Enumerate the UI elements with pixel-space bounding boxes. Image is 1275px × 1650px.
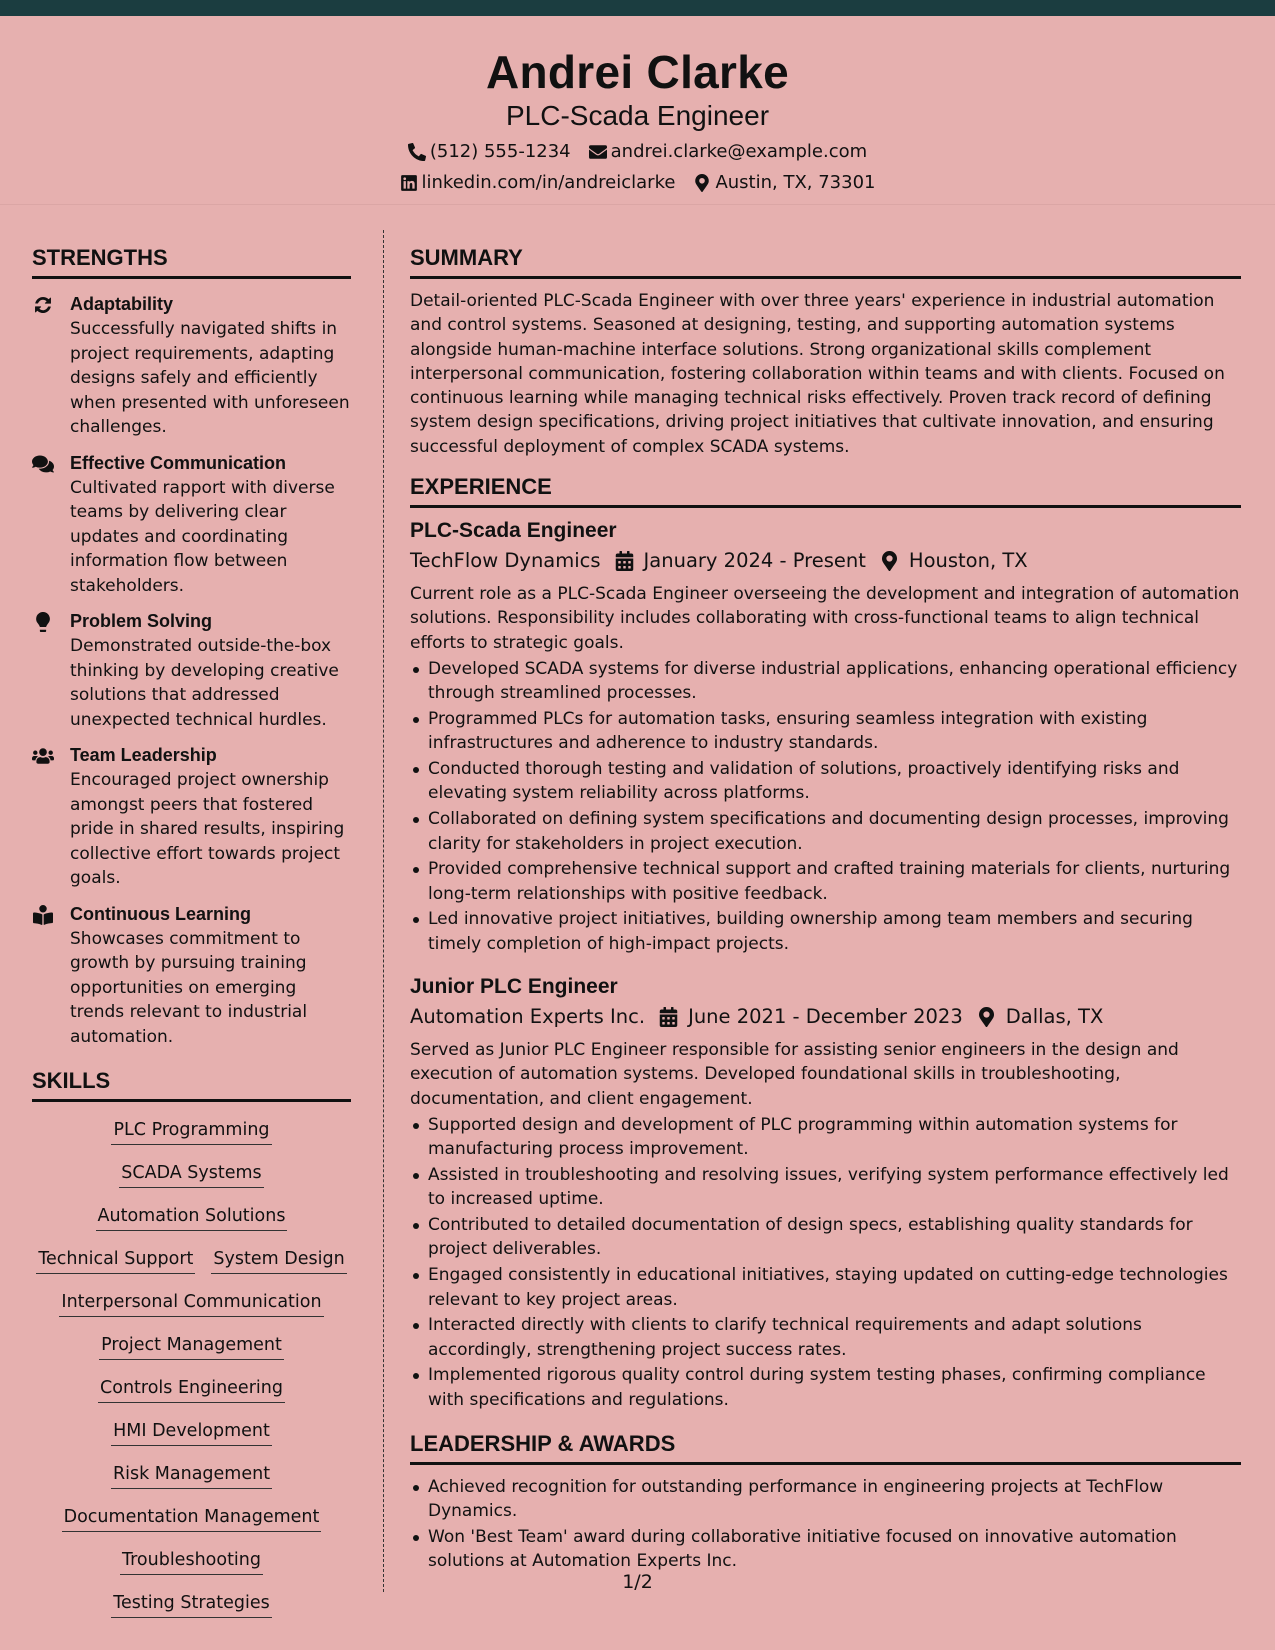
skills-section (32, 1067, 351, 1618)
contact-email[interactable] (589, 141, 868, 163)
skill-tag: Testing Strategies (111, 1591, 271, 1618)
job-title: Junior PLC Engineer (410, 975, 618, 999)
job-company: TechFlow Dynamics (410, 549, 601, 573)
strength-title: Team Leadership (70, 745, 217, 765)
skill-tag: PLC Programming (111, 1118, 271, 1145)
skill-tag: Automation Solutions (96, 1204, 288, 1231)
job-entry (410, 974, 1241, 1412)
strength-item (32, 610, 351, 732)
candidate-title: PLC-Scada Engineer (505, 100, 770, 131)
resume-header (0, 16, 1275, 204)
job-meta (410, 548, 1241, 574)
strength-description: Cultivated rapport with diverse teams by delivering clear updates and coordinating information flow between stakeholders. (70, 477, 335, 596)
strength-title: Effective Communication (70, 452, 287, 473)
right-column (410, 244, 1241, 1574)
skill-tag: Interpersonal Communication (59, 1290, 323, 1317)
job-company: Automation Experts Inc. (410, 1005, 646, 1029)
linkedin-icon (400, 174, 418, 192)
top-accent-bar (0, 0, 1275, 16)
job-bullets (410, 1113, 1241, 1412)
award-item: Won 'Best Team' award during collaborative initiative focused on innovative automation solutions at Automation Experts Inc. (410, 1525, 1241, 1574)
skill-tag: Project Management (99, 1333, 284, 1360)
strength-title: Adaptability (70, 294, 174, 314)
strength-description: Showcases commitment to growth by pursuing training opportunities on emerging trends relevant to industrial automation. (70, 928, 308, 1047)
linkedin-link[interactable]: linkedin.com/in/andreiclarke (421, 172, 676, 193)
email-link[interactable]: andrei.clarke@example.com (610, 141, 868, 162)
skill-tag: Risk Management (111, 1462, 272, 1489)
job-bullet: Implemented rigorous quality control during system testing phases, confirming compliance with specifications and regulations. (410, 1363, 1241, 1412)
contact-row-1 (0, 141, 1275, 163)
phone-icon (408, 143, 426, 161)
skill-tag: SCADA Systems (119, 1161, 263, 1188)
awards-list (410, 1475, 1241, 1574)
strengths-section (32, 244, 351, 1049)
job-meta (410, 1004, 1241, 1030)
page-number: 1/2 (622, 1571, 653, 1593)
summary-text: Detail-oriented PLC-Scada Engineer with over three years' experience in industrial automation and control systems. Seasoned at designing, testing, and supporting automation systems alongside human-machine interface solutions. Strong organizational skills complement interpersonal communication, fostering collaboration within teams and with clients. Focused on continuous learning while managing technical risks effectively. Proven track record of defining system design specifications, driving project initiatives that cultivate innovation, and ensuring successful deployment of complex SCADA systems. (410, 291, 1225, 457)
calendar-icon (659, 1007, 678, 1027)
map-marker-icon (880, 551, 899, 571)
users-icon (32, 746, 54, 766)
job-location: Dallas, TX (1005, 1005, 1104, 1029)
sync-icon (32, 295, 54, 315)
job-bullet: Developed SCADA systems for diverse industrial applications, enhancing operational efficiency through streamlined processes. (410, 657, 1241, 706)
contact-phone (408, 141, 571, 163)
skills-list (32, 1102, 351, 1618)
comments-icon (32, 454, 54, 474)
map-marker-icon (693, 174, 711, 192)
skill-tag: Troubleshooting (120, 1548, 263, 1575)
job-dates: June 2021 - December 2023 (688, 1005, 963, 1029)
candidate-name: Andrei Clarke (485, 46, 789, 98)
phone-text: (512) 555-1234 (429, 141, 571, 162)
left-column (32, 244, 351, 1618)
skill-tag: Technical Support (36, 1247, 195, 1274)
awards-heading: LEADERSHIP & AWARDS (410, 1430, 1241, 1465)
job-bullet: Provided comprehensive technical support and crafted training materials for clients, nurturing long-term relationships with positive feedback. (410, 857, 1241, 906)
job-dates: January 2024 - Present (643, 549, 866, 573)
skills-heading: SKILLS (32, 1067, 351, 1102)
job-bullet: Programmed PLCs for automation tasks, ensuring seamless integration with existing infrastructures and adherence to industry standards. (410, 707, 1241, 756)
awards-section (410, 1430, 1241, 1574)
experience-section (410, 473, 1241, 1412)
job-bullet: Collaborated on defining system specifications and documenting design processes, improving clarity for stakeholders in project execution. (410, 807, 1241, 856)
skill-tag: System Design (211, 1247, 346, 1274)
header-divider (0, 204, 1275, 205)
job-bullet: Conducted thorough testing and validation of solutions, proactively identifying risks and elevating system reliability across platforms. (410, 757, 1241, 806)
job-description: Served as Junior PLC Engineer responsible for assisting senior engineers in the design and execution of automation systems. Developed foundational skills in troubleshooting, documentation, and client engagement. (410, 1040, 1179, 1109)
strengths-heading: STRENGTHS (32, 244, 351, 279)
strength-description: Successfully navigated shifts in project requirements, adapting designs safely and efficiently when presented with unforeseen challenges. (70, 319, 350, 437)
job-bullet: Led innovative project initiatives, building ownership among team members and securing timely completion of high-impact projects. (410, 907, 1241, 956)
job-bullet: Contributed to detailed documentation of design specs, establishing quality standards for project deliverables. (410, 1213, 1241, 1262)
experience-heading: EXPERIENCE (410, 473, 1241, 508)
job-bullet: Interacted directly with clients to clarify technical requirements and adapt solutions accordingly, strengthening project success rates. (410, 1313, 1241, 1362)
book-reader-icon (32, 905, 54, 925)
job-bullet: Engaged consistently in educational initiatives, staying updated on cutting-edge technologies relevant to key project areas. (410, 1263, 1241, 1312)
job-entry (410, 518, 1241, 956)
job-bullets (410, 657, 1241, 956)
skill-tag: Controls Engineering (98, 1376, 285, 1403)
skill-tag: HMI Development (111, 1419, 272, 1446)
strength-title: Continuous Learning (70, 903, 251, 924)
lightbulb-icon (32, 612, 54, 632)
job-bullet: Assisted in troubleshooting and resolving issues, verifying system performance effectively led to increased uptime. (410, 1163, 1241, 1212)
strength-title: Problem Solving (70, 611, 213, 631)
award-item: Achieved recognition for outstanding performance in engineering projects at TechFlow Dynamics. (410, 1475, 1241, 1524)
strength-item (32, 452, 351, 599)
strength-description: Encouraged project ownership amongst peers that fostered pride in shared results, inspiring collective effort towards project goals. (70, 770, 345, 888)
summary-section (410, 244, 1241, 459)
job-description: Current role as a PLC-Scada Engineer overseeing the development and integration of automation solutions. Responsibility includes collaborating with cross-functional teams to align technical efforts to strategic goals. (410, 584, 1240, 653)
map-marker-icon (977, 1007, 996, 1027)
location-text: Austin, TX, 73301 (715, 172, 876, 193)
summary-heading: SUMMARY (410, 244, 1241, 279)
job-location: Houston, TX (908, 549, 1028, 573)
strength-item (32, 903, 351, 1050)
skill-tag: Documentation Management (62, 1505, 322, 1532)
strength-item (32, 744, 351, 891)
contact-row-2 (0, 172, 1275, 194)
envelope-icon (589, 143, 607, 161)
strength-item (32, 293, 351, 440)
contact-linkedin[interactable] (400, 172, 676, 194)
job-title: PLC-Scada Engineer (410, 519, 617, 543)
strength-description: Demonstrated outside-the-box thinking by developing creative solutions that addressed unexpected technical hurdles. (70, 636, 339, 730)
job-bullet: Supported design and development of PLC programming within automation systems for manufacturing process improvement. (410, 1113, 1241, 1162)
calendar-icon (615, 551, 634, 571)
column-divider (383, 230, 384, 1592)
contact-location (693, 172, 875, 194)
